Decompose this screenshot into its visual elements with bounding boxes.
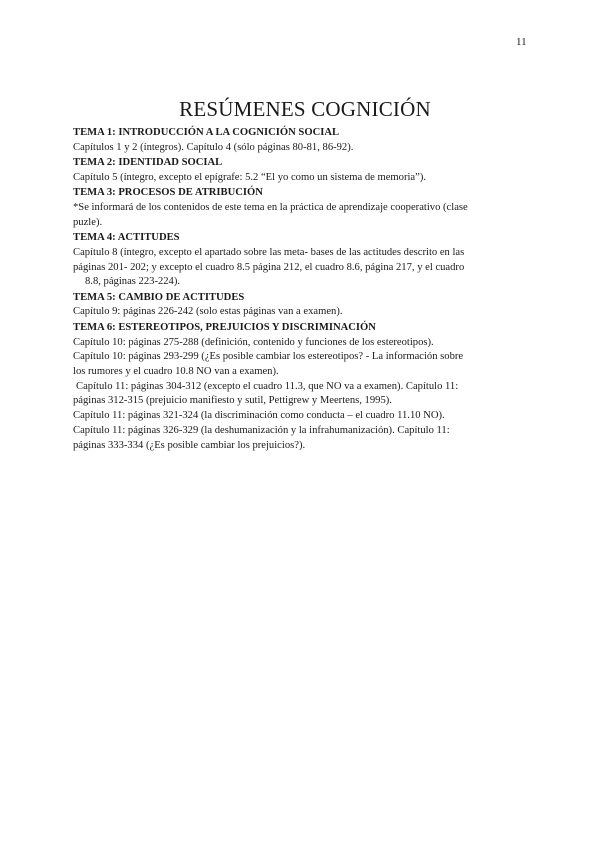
section-text-line: Capítulo 11: páginas 304-312 (excepto el cuadro 11.3, que NO va a examen). Capítulo 11:	[76, 380, 459, 392]
section-tema-3	[73, 185, 531, 230]
section-text-line: Capítulos 1 y 2 (íntegros). Capítulo 4 (sólo páginas 80-81, 86-92).	[73, 141, 354, 153]
section-text-line: páginas 333-334 (¿Es posible cambiar los prejuicios?).	[73, 439, 306, 451]
section-text-line: 8.8, páginas 223-224).	[85, 276, 181, 288]
section-heading: TEMA 3: PROCESOS DE ATRIBUCIÓN	[73, 187, 263, 199]
section-tema-5	[73, 290, 531, 320]
document-body	[73, 97, 531, 453]
section-heading: TEMA 5: CAMBIO DE ACTITUDES	[73, 291, 245, 303]
section-text-line: Capítulo 11: páginas 321-324 (la discriminación como conducta – el cuadro 11.10 NO).	[73, 410, 445, 422]
page-number: 11	[516, 36, 527, 48]
section-text-line: Capítulo 10: páginas 275-288 (definición, contenido y funciones de los estereotipos).	[73, 336, 434, 348]
section-heading: TEMA 6: ESTEREOTIPOS, PREJUICIOS Y DISCRIMINACIÓN	[73, 322, 376, 334]
section-tema-6	[73, 320, 531, 453]
section-text-line: Capítulo 5 (íntegro, excepto el epígrafe: 5.2 “El yo como un sistema de memoria”).	[73, 171, 427, 183]
section-text-line: los rumores y el cuadro 10.8 NO van a examen).	[73, 366, 279, 378]
section-tema-2	[73, 155, 531, 185]
section-heading: TEMA 4: ACTITUDES	[73, 232, 180, 244]
section-tema-1	[73, 125, 531, 155]
section-text-line: *Se informará de los contenidos de este tema en la práctica de aprendizaje cooperativo (clase	[73, 201, 468, 213]
section-heading: TEMA 2: IDENTIDAD SOCIAL	[73, 157, 223, 169]
section-text-line: puzle).	[73, 216, 103, 228]
document-title: RESÚMENES COGNICIÓN	[179, 97, 431, 121]
section-text-line: Capítulo 9: páginas 226-242 (solo estas páginas van a examen).	[73, 306, 343, 318]
section-tema-4	[73, 230, 531, 290]
section-text-line: Capítulo 11: páginas 326-329 (la deshumanización y la infrahumanización). Capítulo 11:	[73, 424, 450, 436]
section-text-line: Capítulo 10: páginas 293-299 (¿Es posible cambiar los estereotipos? - La información sobre	[73, 351, 464, 363]
section-text-line: Capítulo 8 (íntegro, excepto el apartado sobre las meta- bases de las actitudes descrito en las	[73, 246, 465, 258]
section-text-line: páginas 201- 202; y excepto el cuadro 8.5 página 212, el cuadro 8.6, página 217, y el cuadro	[73, 261, 465, 273]
section-heading: TEMA 1: INTRODUCCIÓN A LA COGNICIÓN SOCIAL	[73, 127, 340, 138]
section-text-line: páginas 312-315 (prejuicio manifiesto y sutil, Pettigrew y Meertens, 1995).	[73, 395, 392, 407]
